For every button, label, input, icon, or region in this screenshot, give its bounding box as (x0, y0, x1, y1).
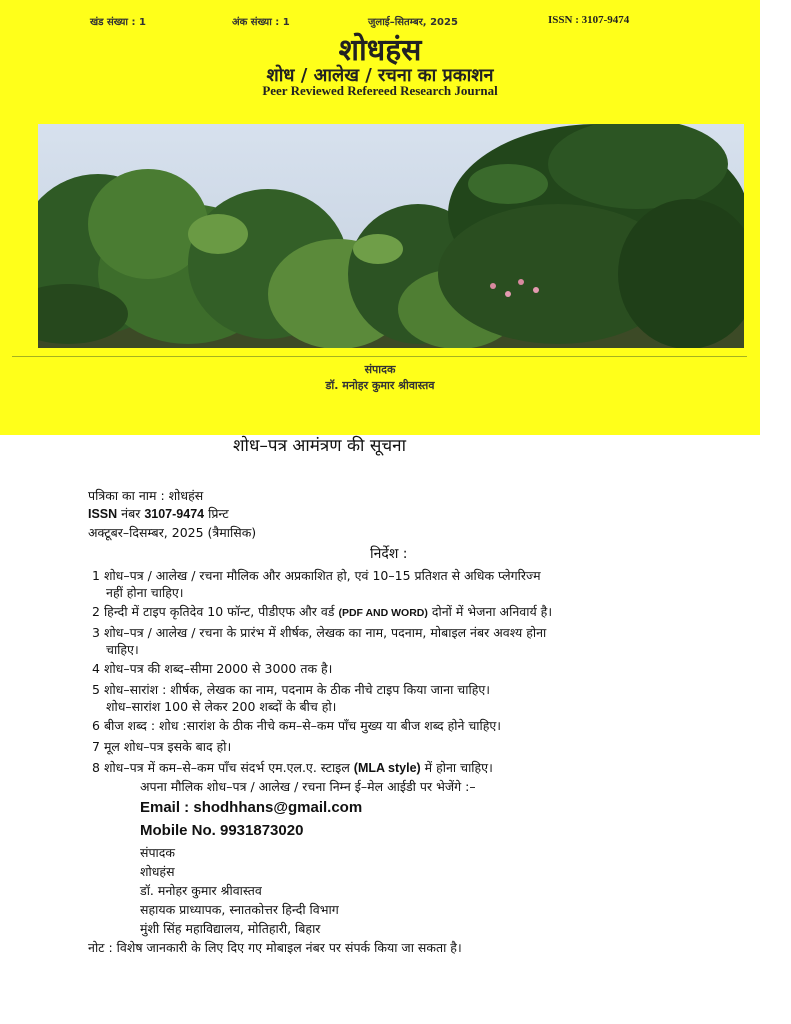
journal-english-subtitle: Peer Reviewed Refereed Research Journal (262, 83, 498, 98)
instruction-item (92, 717, 501, 735)
issn-label: ISSN (88, 507, 118, 521)
item-number: 1 (92, 568, 100, 583)
email-address[interactable]: Email : shodhhans@gmail.com (140, 799, 363, 816)
item-number: 2 (92, 604, 100, 619)
instruction-item (92, 738, 231, 756)
item-number: 3 (92, 625, 100, 640)
mobile-number[interactable]: Mobile No. 9931873020 (140, 822, 304, 839)
footer-note: नोट : विशेष जानकारी के लिए दिए गए मोबाइल नंबर पर संपर्क किया जा सकता है। (88, 940, 462, 955)
notice-heading: शोध–पत्र आमंत्रण की सूचना (233, 436, 406, 456)
issue-period-line: अक्टूबर–दिसम्बर, 2025 (त्रैमासिक) (88, 525, 257, 540)
cover-editor-name: डॉ. मनोहर कुमार श्रीवास्तव (325, 379, 435, 392)
contact-line: मुंशी सिंह महाविद्यालय, मोतिहारी, बिहार (140, 921, 321, 936)
item-text: बीज शब्द : शोध :सारांश के ठीक नीचे कम–से–कम पाँच मुख्य या बीज शब्द होने चाहिए। (103, 718, 502, 733)
item-number: 5 (92, 682, 100, 697)
journal-subtitle: शोध / आलेख / रचना का प्रकाशन (266, 65, 494, 86)
item-text: शोध–पत्र की शब्द–सीमा 2000 से 3000 तक है। (103, 661, 333, 676)
journal-cover (0, 0, 760, 435)
issue-number: अंक संख्या : 1 (232, 17, 290, 28)
cover-divider (12, 356, 747, 357)
issn-print: प्रिन्ट (204, 506, 229, 521)
cover-photo-trees (38, 124, 744, 348)
item-text: मूल शोध–पत्र इसके बाद हो। (103, 739, 232, 754)
item-text: शोध–पत्र / आलेख / रचना के प्रारंभ में शीर्षक, लेखक का नाम, पदनाम, मोबाइल नंबर अवश्य होना (103, 625, 547, 640)
journal-name-line: पत्रिका का नाम : शोधहंस (88, 488, 204, 503)
instruction-item (92, 759, 493, 777)
send-instruction: अपना मौलिक शोध–पत्र / आलेख / रचना निम्न ई–मेल आईडी पर भेजेंगे :– (140, 779, 476, 794)
item-number: 4 (92, 661, 100, 676)
cover-period: जुलाई–सितम्बर, 2025 (368, 17, 458, 28)
contact-line: संपादक (140, 845, 176, 860)
contact-line: शोधहंस (140, 864, 175, 879)
instruction-item-continued: नहीं होना चाहिए। (106, 585, 184, 600)
volume-number: खंड संख्या : 1 (90, 17, 146, 28)
item-number: 6 (92, 718, 100, 733)
issn-number: 3107-9474 (144, 507, 205, 521)
item-text: शोध–सारांश : शीर्षक, लेखक का नाम, पदनाम के ठीक नीचे टाइप किया जाना चाहिए। (103, 682, 491, 697)
item-text-end: दोनों में भेजना अनिवार्य है। (427, 604, 553, 619)
contact-line: सहायक प्राध्यापक, स्नातकोत्तर हिन्दी विभाग (140, 902, 339, 917)
item-text-end: में होना चाहिए। (420, 760, 493, 775)
issn-number-word: नंबर (117, 506, 145, 521)
instruction-item (92, 681, 490, 699)
instruction-item (92, 603, 552, 622)
instructions-heading: निर्देश : (370, 546, 408, 562)
issn-line (88, 505, 229, 523)
instruction-item (92, 660, 332, 678)
instruction-item (92, 567, 541, 585)
instruction-item-continued: शोध–सारांश 100 से लेकर 200 शब्दों के बीच हो। (106, 699, 337, 714)
item-number: 8 (92, 760, 100, 775)
journal-title: शोधहंस (338, 33, 422, 68)
item-text: हिन्दी में टाइप कृतिदेव 10 फॉन्ट, पीडीएफ और वर्ड (103, 604, 339, 619)
contact-line: डॉ. मनोहर कुमार श्रीवास्तव (140, 883, 262, 898)
item-text-english: (MLA style) (353, 761, 421, 775)
item-text-english: (PDF AND WORD) (338, 607, 428, 619)
cover-editor-label: संपादक (364, 363, 396, 376)
item-text: शोध–पत्र में कम–से–कम पाँच संदर्भ एम.एल.ए. स्टाइल (103, 760, 354, 775)
item-text: शोध–पत्र / आलेख / रचना मौलिक और अप्रकाशित हो, एवं 10–15 प्रतिशत से अधिक प्लेगरिज्म (103, 568, 541, 583)
item-number: 7 (92, 739, 100, 754)
instruction-item (92, 624, 546, 642)
cover-issn: ISSN : 3107-9474 (548, 14, 630, 26)
instruction-item-continued: चाहिए। (106, 642, 139, 657)
